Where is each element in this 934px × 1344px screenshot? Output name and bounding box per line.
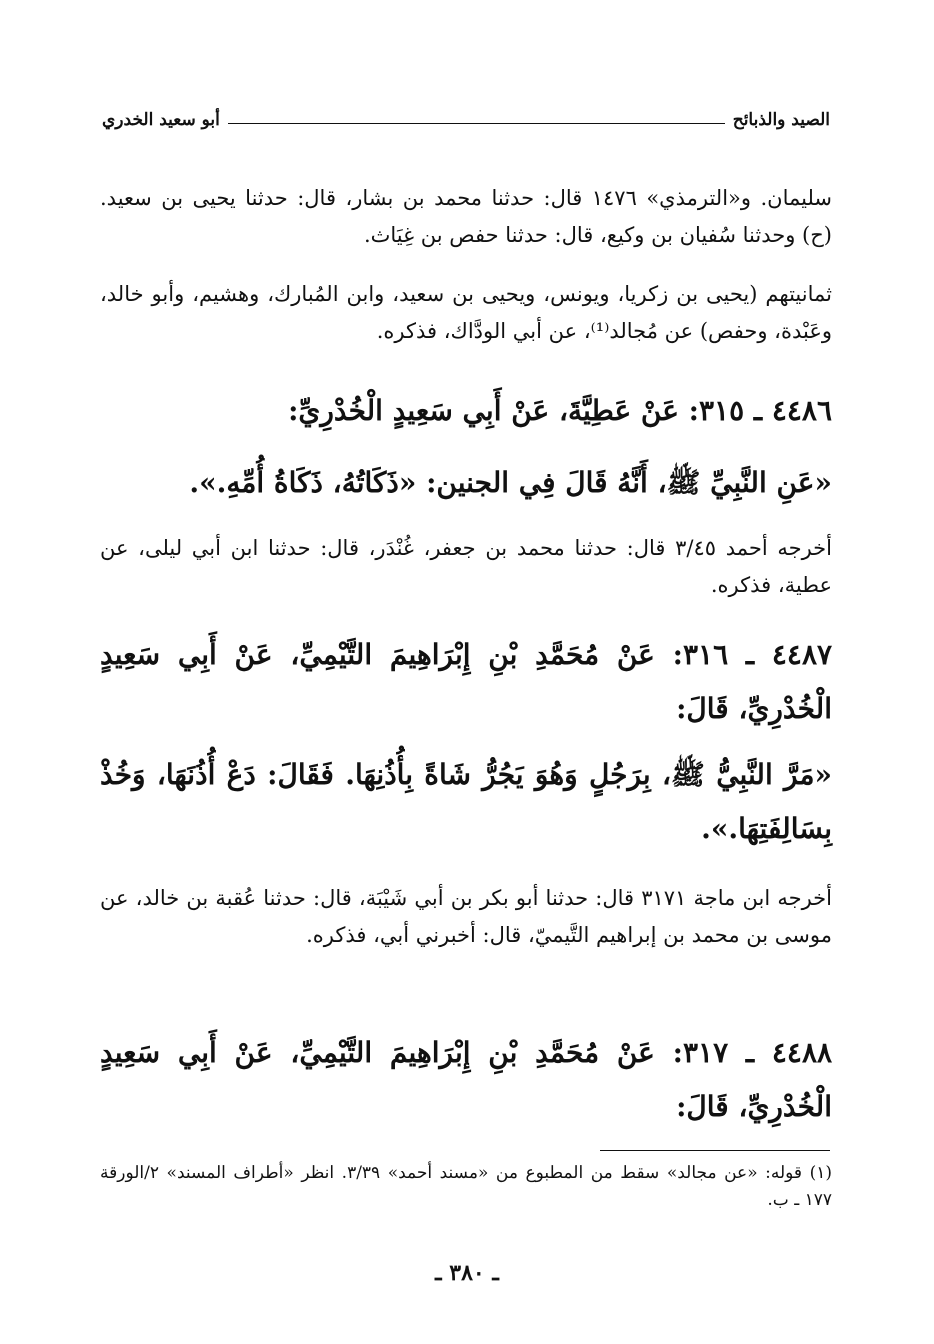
footnote-text: (١) قوله: «عن مجالد» سقط من المطبوع من «مسند أحمد» ٣/٣٩. انظر «أطراف المسند» ٢/الورقة ١٧٧ ـ ب. [100, 1163, 833, 1210]
page-number: ـ ٣٨٠ ـ [435, 1260, 499, 1286]
paragraph-note [100, 180, 832, 254]
note-text: سليمان. و«الترمذي» ١٤٧٦ قال: حدثنا محمد بن بشار، قال: حدثنا يحيى بن سعيد. (ح) وحدثنا سُفيان بن وكيع، قال: حدثنا حفص بن غِيَاث. [100, 186, 832, 247]
footnote [100, 1160, 832, 1214]
hadith-matn [100, 456, 832, 510]
hadith-text: ٤٤٨٨ ـ ٣١٧: عَنْ مُحَمَّدِ بْنِ إِبْرَاهِيمَ التَّيْمِيِّ، عَنْ أَبِي سَعِيدٍ الْخُدْرِيِّ، قَالَ: [100, 1036, 833, 1123]
paragraph-note [100, 530, 832, 604]
hadith-text: ٤٤٨٦ ـ ٣١٥: عَنْ عَطِيَّةَ، عَنْ أَبِي سَعِيدٍ الْخُدْرِيِّ: [288, 394, 832, 427]
footnote-separator [600, 1150, 830, 1151]
running-header [102, 100, 830, 130]
hadith-matn [100, 748, 832, 856]
note-text: أخرجه ابن ماجة ٣١٧١ قال: حدثنا أبو بكر بن أبي شَيْبَة، قال: حدثنا عُقبة بن خالد، عن موسى بن محمد بن إبراهيم التَّيميّ، قال: أخبرني أبي، فذكره. [100, 886, 832, 947]
header-chapter-title: الصيد والذبائح [732, 110, 830, 130]
hadith-heading [100, 628, 832, 736]
hadith-text: ٤٤٨٧ ـ ٣١٦: عَنْ مُحَمَّدِ بْنِ إِبْرَاهِيمَ التَّيْمِيِّ، عَنْ أَبِي سَعِيدٍ الْخُدْرِيِّ، قَالَ: [100, 638, 833, 725]
paragraph-note [100, 880, 832, 954]
hadith-text: «مَرَّ النَّبِيُّ ﷺ، بِرَجُلٍ وَهُوَ يَجُرُّ شَاةً بِأُذُنِهَا. فَقَالَ: دَعْ أُذُنَهَا، وَخُذْ بِسَالِفَتِهَا.». [100, 758, 832, 845]
header-narrator-name: أبو سعيد الخدري [102, 110, 220, 130]
paragraph-note [100, 276, 832, 350]
hadith-heading [100, 1026, 832, 1134]
hadith-heading [100, 384, 832, 438]
note-text: ثمانيتهم (يحيى بن زكريا، ويونس، ويحيى بن سعيد، وابن المُبارك، وهشيم، وأبو خالد، وعَبْدة، وحفص) عن مُجالد⁽¹⁾، عن أبي الودَّاك، فذكره. [100, 282, 832, 343]
hadith-text: «عَنِ النَّبِيِّ ﷺ، أَنَّهُ قَالَ فِي الجنين: «ذَكَاتُهُ، ذَكَاةُ أُمِّهِ.». [189, 466, 832, 499]
header-rule [228, 123, 725, 124]
note-text: أخرجه أحمد ٣/٤٥ قال: حدثنا محمد بن جعفر، غُنْدَر، قال: حدثنا ابن أبي ليلى، عن عطية، فذكره. [100, 536, 832, 597]
